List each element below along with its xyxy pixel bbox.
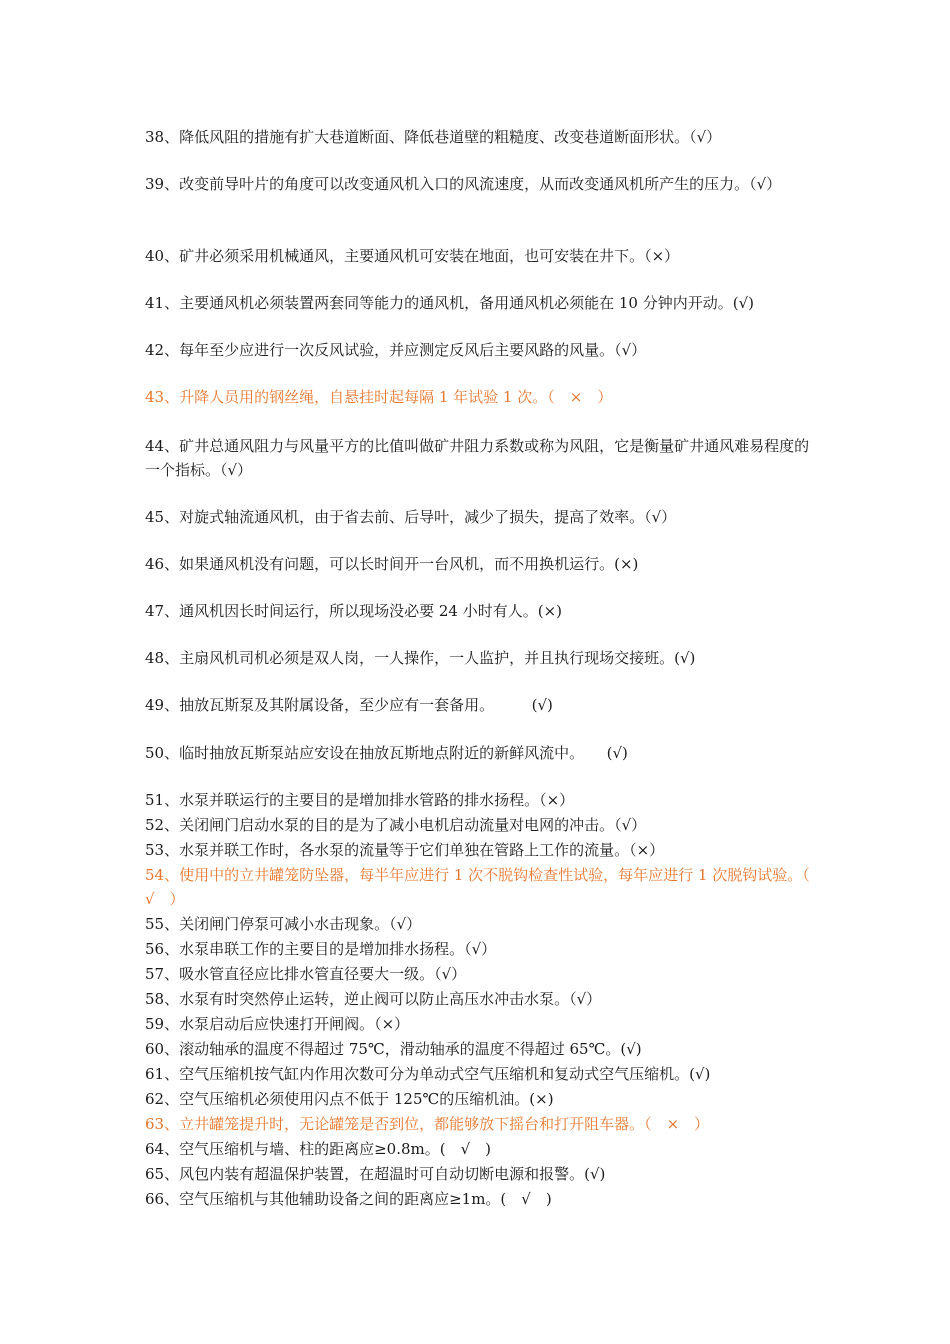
- question-49: 49、抽放瓦斯泵及其附属设备，至少应有一套备用。 (√): [145, 696, 553, 714]
- question-51: 51、水泵并联运行的主要目的是增加排水管路的排水扬程。（×）: [145, 791, 575, 809]
- question-60: 60、滚动轴承的温度不得超过 75℃，滑动轴承的温度不得超过 65℃。(√): [145, 1040, 642, 1058]
- question-59: 59、水泵启动后应快速打开闸阀。（×）: [145, 1015, 410, 1033]
- question-64: 64、空气压缩机与墙、柱的距离应≥0.8m。( √ ): [145, 1140, 491, 1158]
- question-57: 57、吸水管直径应比排水管直径要大一级。（√）: [145, 965, 467, 983]
- question-63: 63、立井罐笼提升时，无论罐笼是否到位，都能够放下摇台和打开阻车器。（ × ）: [145, 1115, 710, 1133]
- question-66: 66、空气压缩机与其他辅助设备之间的距离应≥1m。( √ ): [145, 1190, 552, 1208]
- question-52: 52、关闭闸门启动水泵的目的是为了减小电机启动流量对电网的冲击。（√）: [145, 816, 647, 834]
- question-53: 53、水泵并联工作时，各水泵的流量等于它们单独在管路上工作的流量。（×）: [145, 841, 665, 859]
- question-54: 54、使用中的立井罐笼防坠器，每半年应进行 1 次不脱钩检查性试验，每年应进行 1 次脱钩试验。（ √ ）: [145, 866, 825, 908]
- question-46: 46、如果通风机没有问题，可以长时间开一台风机，而不用换机运行。(×): [145, 555, 639, 573]
- question-48: 48、主扇风机司机必须是双人岗，一人操作，一人监护，并且执行现场交接班。(√): [145, 649, 696, 667]
- question-44: 44、矿井总通风阻力与风量平方的比值叫做矿井阻力系数或称为风阻，它是衡量矿井通风难易程度的一个指标。（√）: [145, 437, 810, 479]
- question-41: 41、主要通风机必须装置两套同等能力的通风机，备用通风机必须能在 10 分钟内开动。(√): [145, 294, 754, 312]
- question-47: 47、通风机因长时间运行，所以现场没必要 24 小时有人。(×): [145, 602, 562, 620]
- question-43: 43、升降人员用的钢丝绳，自悬挂时起每隔 1 年试验 1 次。（ × ）: [145, 388, 613, 406]
- question-40: 40、矿井必须采用机械通风，主要通风机可安装在地面，也可安装在井下。（×）: [145, 247, 680, 265]
- question-45: 45、对旋式轴流通风机，由于省去前、后导叶，减少了损失，提高了效率。（√）: [145, 508, 677, 526]
- question-56: 56、水泵串联工作的主要目的是增加排水扬程。（√）: [145, 940, 497, 958]
- question-42: 42、每年至少应进行一次反风试验，并应测定反风后主要风路的风量。（√）: [145, 341, 647, 359]
- question-65: 65、风包内装有超温保护装置，在超温时可自动切断电源和报警。(√): [145, 1165, 606, 1183]
- question-55: 55、关闭闸门停泵可减小水击现象。（√）: [145, 915, 422, 933]
- question-61: 61、空气压缩机按气缸内作用次数可分为单动式空气压缩机和复动式空气压缩机。(√): [145, 1065, 711, 1083]
- question-39: 39、改变前导叶片的角度可以改变通风机入口的风流速度，从而改变通风机所产生的压力。（√）: [145, 175, 782, 193]
- question-38: 38、降低风阻的措施有扩大巷道断面、降低巷道壁的粗糙度、改变巷道断面形状。（√）: [145, 128, 722, 146]
- question-58: 58、水泵有时突然停止运转，逆止阀可以防止高压水冲击水泵。（√）: [145, 990, 602, 1008]
- question-50: 50、临时抽放瓦斯泵站应安设在抽放瓦斯地点附近的新鲜风流中。 (√): [145, 744, 628, 762]
- question-62: 62、空气压缩机必须使用闪点不低于 125℃的压缩机油。(×): [145, 1090, 554, 1108]
